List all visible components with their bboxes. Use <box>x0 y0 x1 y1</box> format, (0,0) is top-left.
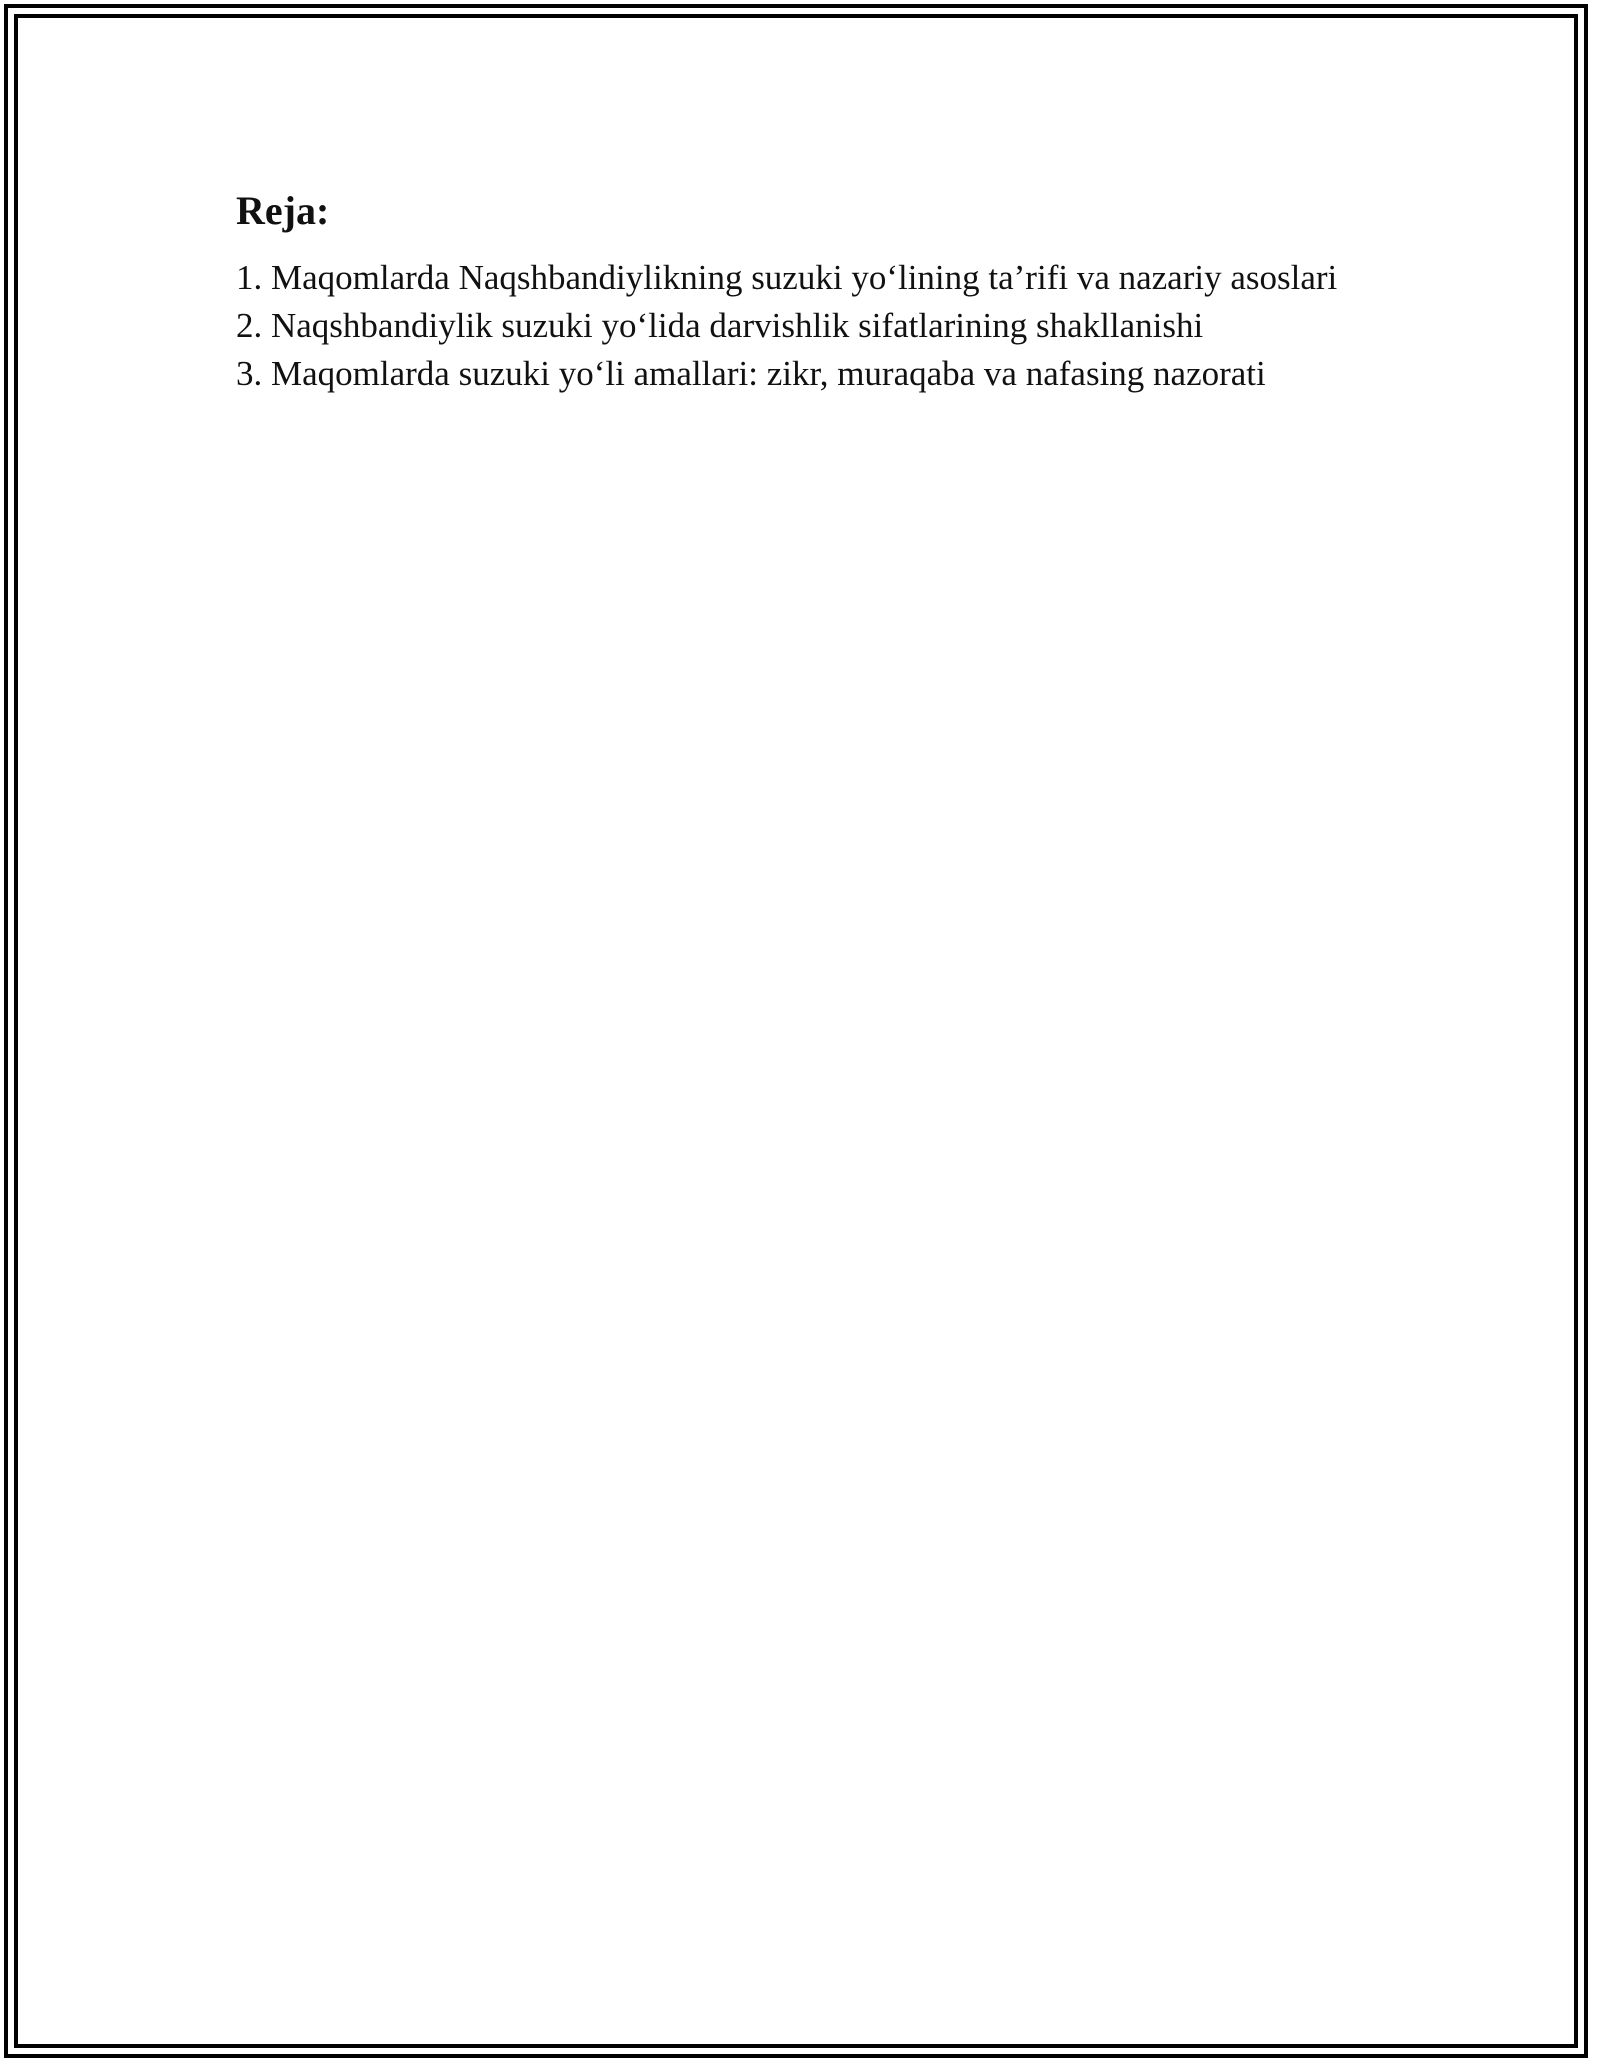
plan-heading: Reja: <box>236 188 330 233</box>
plan-list <box>236 254 1366 398</box>
plan-item-2: 2. Naqshbandiylik suzuki yo‘lida darvishlik sifatlarining shakllanishi <box>236 306 1204 345</box>
plan-item-1: 1. Maqomlarda Naqshbandiylikning suzuki yo‘lining ta’rifi va nazariy asoslari <box>236 258 1338 297</box>
plan-item-3: 3. Maqomlarda suzuki yo‘li amallari: zikr, muraqaba va nafasing nazorati <box>236 354 1266 393</box>
document-content <box>236 186 1366 398</box>
